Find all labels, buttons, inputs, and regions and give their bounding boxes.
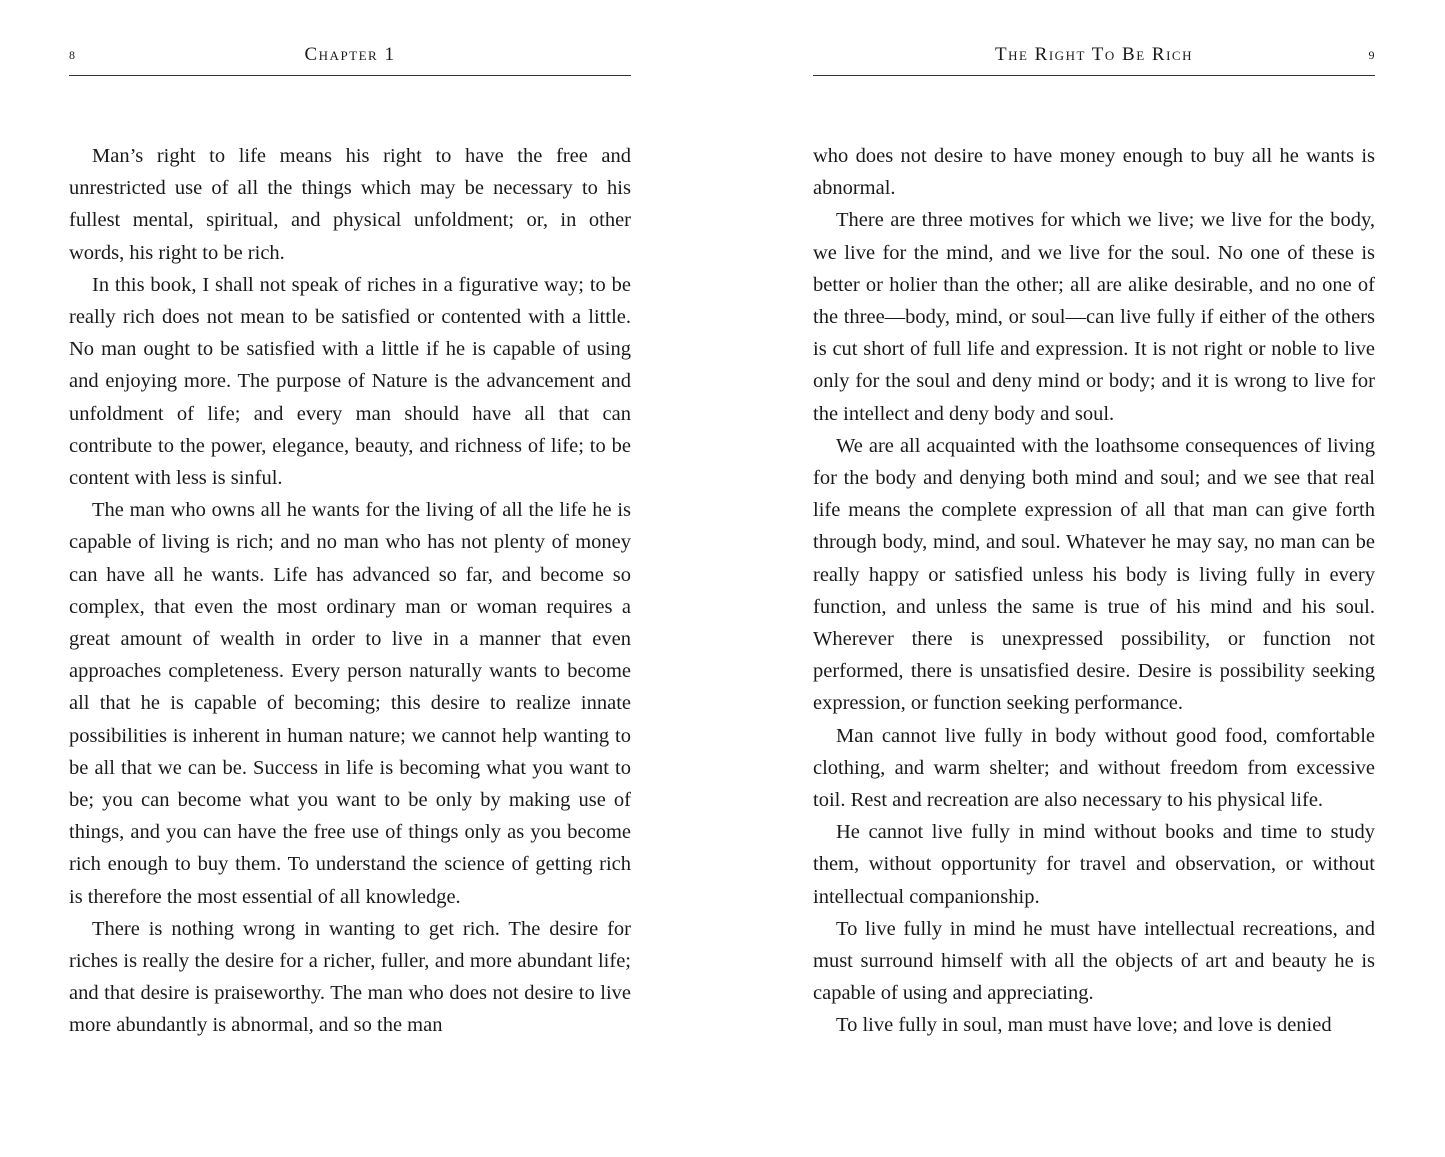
- paragraph: There is nothing wrong in wanting to get rich. The desire for riches is really the desire for a richer, fuller, and more abundant life; and that desire is praiseworthy. The man who does not desire to live more abundantly is abnormal, and so the man: [69, 917, 631, 1037]
- paragraph: We are all acquainted with the loathsome consequences of living for the body and denying both mind and soul; and we see that real life means the complete expression of all that man can give forth through body, mind, and soul. Whatever he may say, no man can be really happy or satisfied unless his body is living fully in every function, and unless the same is true of his mind and his soul. Wherever there is unexpressed possibility, or function not performed, there is unsatisfied desire. Desire is possibility seeking expression, or function seeking performance.: [813, 434, 1375, 715]
- paragraph: There are three motives for which we live; we live for the body, we live for the mind, and we live for the soul. No one of these is better or holier than the other; all are alike desirable, and no one of the three—body, mind, or soul—can live fully if either of the others is cut short of full life and expression. It is not right or noble to live only for the soul and deny mind or body; and it is wrong to live for the intellect and deny body and soul.: [813, 209, 1375, 425]
- paragraph: The man who owns all he wants for the living of all the life he is capable of living is rich; and no man who has not plenty of money can have all he wants. Life has advanced so far, and become so complex, that even the most ordinary man or woman requires a great amount of wealth in order to live in a manner that even approaches completeness. Every person naturally wants to become all that he is capable of becoming; this desire to realize innate possibilities is inherent in human nature; we cannot help wanting to be all that we can be. Success in life is becoming what you want to be; you can become what you want to be only by making use of things, and you can have the free use of things only as you become rich enough to buy them. To understand the science of getting rich is therefore the most essential of all knowledge.: [69, 499, 631, 908]
- paragraph: Man cannot live fully in body without good food, comfortable clothing, and warm shelter; and without freedom from excessive toil. Rest and recreation are also necessary to his physical life.: [813, 724, 1375, 812]
- paragraph: Man’s right to life means his right to have the free and unrestricted use of all the things which may be necessary to his fullest mental, spiritual, and physical unfoldment; or, in other words, his right to be rich.: [69, 145, 631, 264]
- right-page: [813, 0, 1375, 1157]
- running-head: Chapter 1: [304, 44, 396, 65]
- left-page: [69, 0, 631, 1157]
- running-head: The Right To Be Rich: [995, 44, 1193, 65]
- page-header: [813, 38, 1375, 76]
- paragraph: To live fully in mind he must have intellectual recreations, and must surround himself with all the objects of art and beauty he is capable of using and appreciating.: [813, 917, 1375, 1005]
- page-number: 8: [69, 48, 76, 62]
- paragraph: He cannot live fully in mind without books and time to study them, without opportunity for travel and observation, or without intellectual companionship.: [813, 821, 1375, 908]
- paragraph-continuation: who does not desire to have money enough to buy all he wants is abnormal.: [813, 145, 1375, 200]
- page-number: 9: [1368, 48, 1375, 62]
- paragraph: In this book, I shall not speak of riches in a figurative way; to be really rich does not mean to be satisfied or contented with a little. No man ought to be satisfied with a little if he is capable of using and enjoying more. The purpose of Nature is the advancement and unfoldment of life; and every man should have all that can contribute to the power, elegance, beauty, and richness of life; to be content with less is sinful.: [69, 273, 631, 490]
- paragraph: To live fully in soul, man must have love; and love is denied: [836, 1014, 1332, 1037]
- page-body: [69, 140, 631, 1042]
- page-body: [813, 140, 1375, 1042]
- page-header: [69, 38, 631, 76]
